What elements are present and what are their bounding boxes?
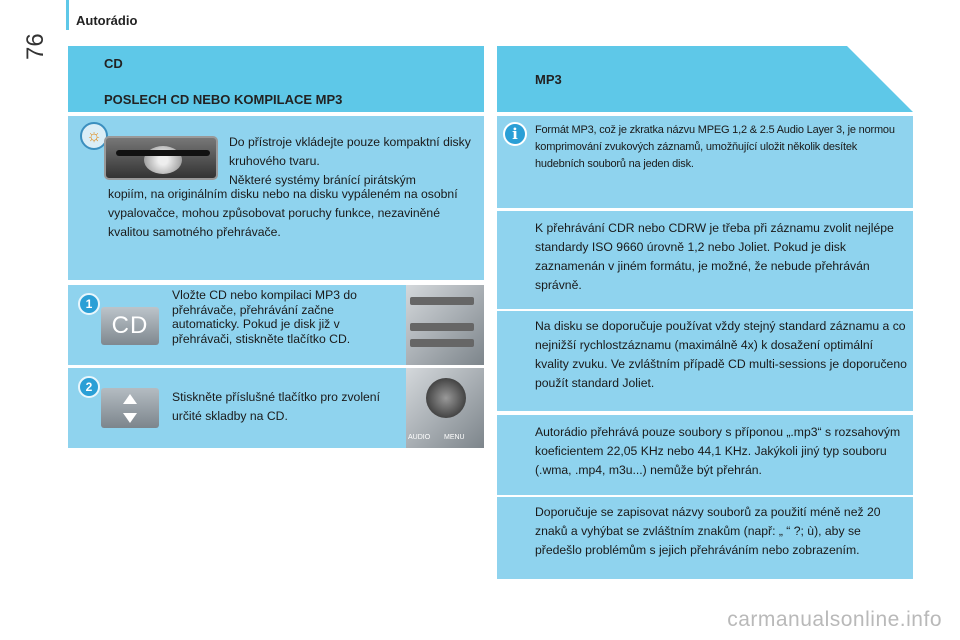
mp3-paragraph-2-text: Na disku se doporučuje používat vždy stejný standard záznamu a co nejnižší rychlostzáznamu (maximálně 4x) k dosažení optimální kvality zvuku. Ve zvláštním případě CD multi-sessions je doporučeno použít standard Joliet. bbox=[535, 319, 907, 390]
cd-button[interactable]: CD bbox=[101, 307, 159, 345]
mp3-paragraph-3-text: Autorádio přehrává pouze soubory s příponou „.mp3“ s rozsahovým koeficientem 22,05 KHz nebo 44,1 KHz. Jakýkoli jiný typ souboru (.wma, .mp4, m3u...) nemůže být přehrán. bbox=[535, 425, 901, 477]
panel-label-menu: MENU bbox=[444, 434, 465, 441]
mp3-header bbox=[497, 46, 913, 112]
step-number-2: 2 bbox=[78, 376, 100, 398]
panel-strip bbox=[410, 323, 474, 331]
track-select-button[interactable] bbox=[101, 388, 159, 428]
mp3-info-box bbox=[497, 116, 913, 208]
section-marker bbox=[66, 0, 69, 30]
mp3-paragraph-1 bbox=[497, 211, 913, 309]
mp3-paragraph-1-text: K přehrávání CDR nebo CDRW je třeba při záznamu zvolit nejlépe standardy ISO 9660 úrovně 1,2 nebo Joliet. Pokud je disk zaznamenán v jiném formátu, je možné, že nebude přehráván správně. bbox=[535, 221, 894, 292]
mp3-paragraph-2 bbox=[497, 311, 913, 411]
warning-text-2: kopiím, na originálním disku nebo na disku vypáleném na osobní vypalovačce, mohou způsobovat poruchy funkce, nezaviněné kvalitou samotného přehrávače. bbox=[108, 187, 458, 239]
mp3-paragraph-4 bbox=[497, 497, 913, 579]
warning-text-1: Do přístroje vkládejte pouze kompaktní disky kruhového tvaru. Některé systémy bránící pirátským bbox=[229, 135, 471, 187]
panel-strip bbox=[410, 339, 474, 347]
radio-cd-slot-image bbox=[104, 136, 218, 180]
step-2-box bbox=[68, 368, 484, 448]
panel-strip bbox=[410, 297, 474, 305]
mp3-paragraph-4-text: Doporučuje se zapisovat názvy souborů za použití méně než 20 znaků a vyhýbat se zvláštním znakům (např: „ “ ?; ù), aby se předešlo problémům s jejich přehráváním nebo zobrazením. bbox=[535, 505, 881, 557]
arrow-down-icon bbox=[123, 413, 137, 423]
step-2-text: Stiskněte příslušné tlačítko pro zvolení určité skladby na CD. bbox=[172, 390, 380, 423]
mp3-info-text: Formát MP3, což je zkratka názvu MPEG 1,2 & 2.5 Audio Layer 3, je normou komprimování zvukových záznamů, umožňující uložit několik desítek hudebních souborů na jeden disk. bbox=[535, 124, 895, 170]
corner-cut bbox=[847, 46, 913, 112]
radio-panel-photo-1 bbox=[406, 285, 484, 365]
arrow-up-icon bbox=[123, 394, 137, 404]
step-1-box bbox=[68, 285, 484, 365]
info-icon: i bbox=[503, 122, 527, 146]
step-1-text: Vložte CD nebo kompilaci MP3 do přehrávače, přehrávání začne automaticky. Pokud je disk již v přehrávači, stiskněte tlačítko CD. bbox=[172, 288, 357, 346]
watermark[interactable]: carmanualsonline.info bbox=[727, 608, 942, 631]
cd-slot bbox=[116, 150, 210, 156]
panel-label-audio: AUDIO bbox=[408, 434, 431, 441]
page-number: 76 bbox=[22, 33, 49, 60]
cd-header bbox=[68, 46, 484, 112]
sun-warning-icon: ☼ bbox=[80, 122, 108, 150]
warning-box bbox=[68, 116, 484, 280]
mp3-title: MP3 bbox=[535, 72, 562, 87]
cd-subtitle: POSLECH CD NEBO KOMPILACE MP3 bbox=[104, 92, 343, 107]
step-number-1: 1 bbox=[78, 293, 100, 315]
section-title: Autorádio bbox=[76, 13, 138, 28]
cd-title: CD bbox=[104, 56, 123, 71]
mp3-paragraph-3 bbox=[497, 415, 913, 495]
radio-panel-photo-2 bbox=[406, 368, 484, 448]
navigation-knob-icon bbox=[426, 378, 466, 418]
